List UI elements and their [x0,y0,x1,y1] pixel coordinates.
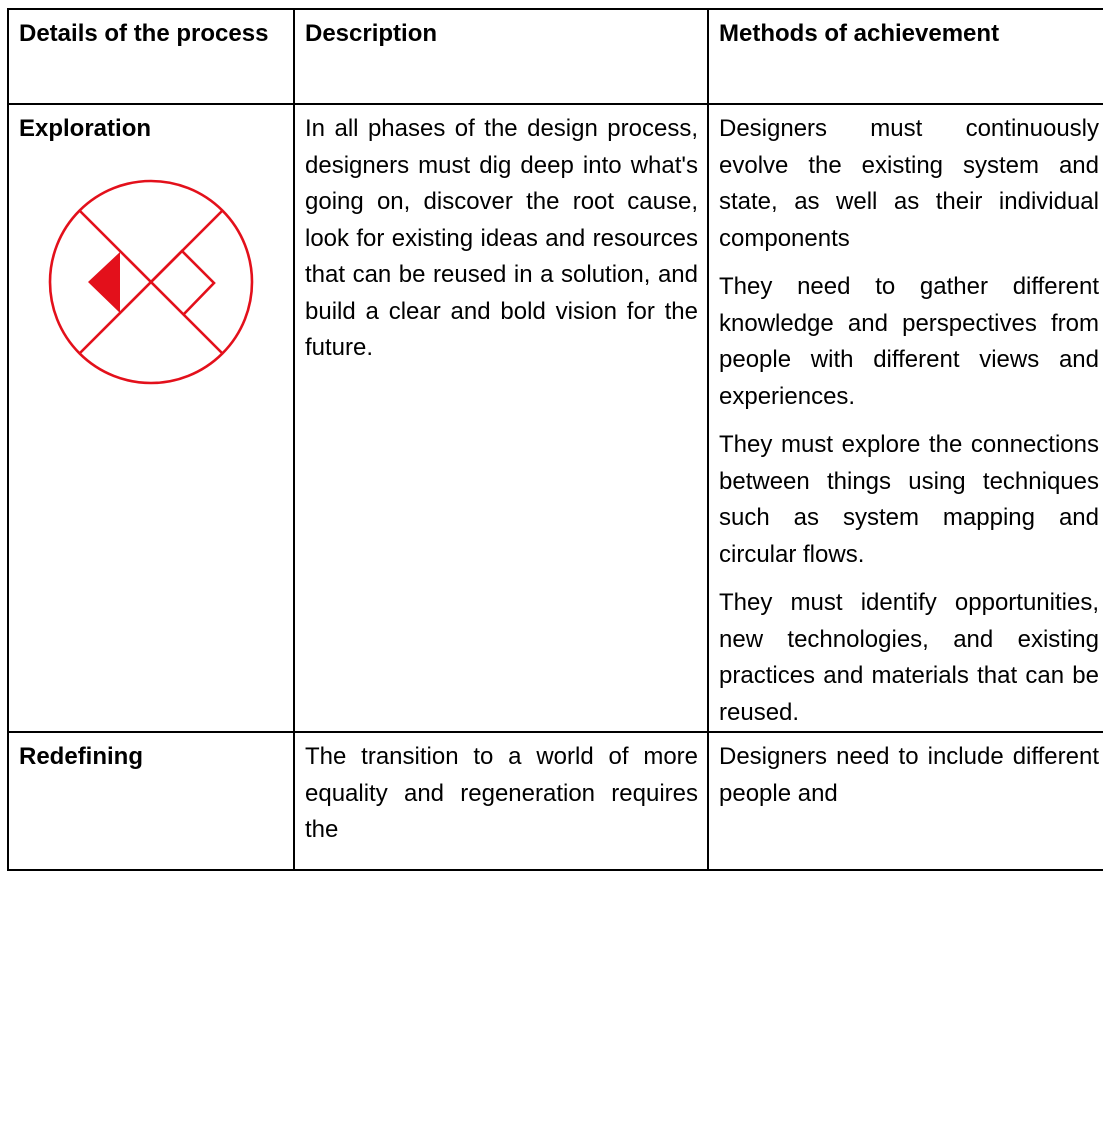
exploration-x-circle-icon [47,178,255,386]
header-row [8,9,1103,104]
header-description-label: Description [305,20,438,47]
cell-description-exploration [294,104,708,732]
header-methods-label: Methods of achievement [719,20,1000,47]
method-item: They must identify opportunities, new technologies, and existing practices and materials that can be reused. [719,589,1099,726]
cell-stage-exploration [8,104,294,732]
cell-methods-redefining [708,732,1103,870]
description-exploration: In all phases of the design process, designers must dig deep into what's going on, discover the root cause, look for existing ideas and resources that can be reused in a solution, and build a clear and bold vision for the future. [305,115,698,361]
method-item: They need to gather different knowledge and perspectives from people with different views and experiences. [719,273,1099,410]
cell-description-redefining [294,732,708,870]
stage-name-redefining: Redefining [19,743,143,770]
method-item: Designers need to include different people and [719,743,1099,807]
table-row-exploration [8,104,1103,732]
table-row-redefining [8,732,1103,870]
header-methods [708,9,1103,104]
header-details [8,9,294,104]
stage-name-exploration: Exploration [19,115,152,142]
header-description [294,9,708,104]
description-redefining: The transition to a world of more equality and regeneration requires the [305,743,698,843]
process-table [7,8,1103,871]
method-item: Designers must continuously evolve the existing system and state, as well as their individual components [719,115,1099,252]
header-details-label: Details of the process [19,20,269,47]
cell-methods-exploration [708,104,1103,732]
cell-stage-redefining [8,732,294,870]
method-item: They must explore the connections between things using techniques such as system mapping and circular flows. [719,431,1099,568]
